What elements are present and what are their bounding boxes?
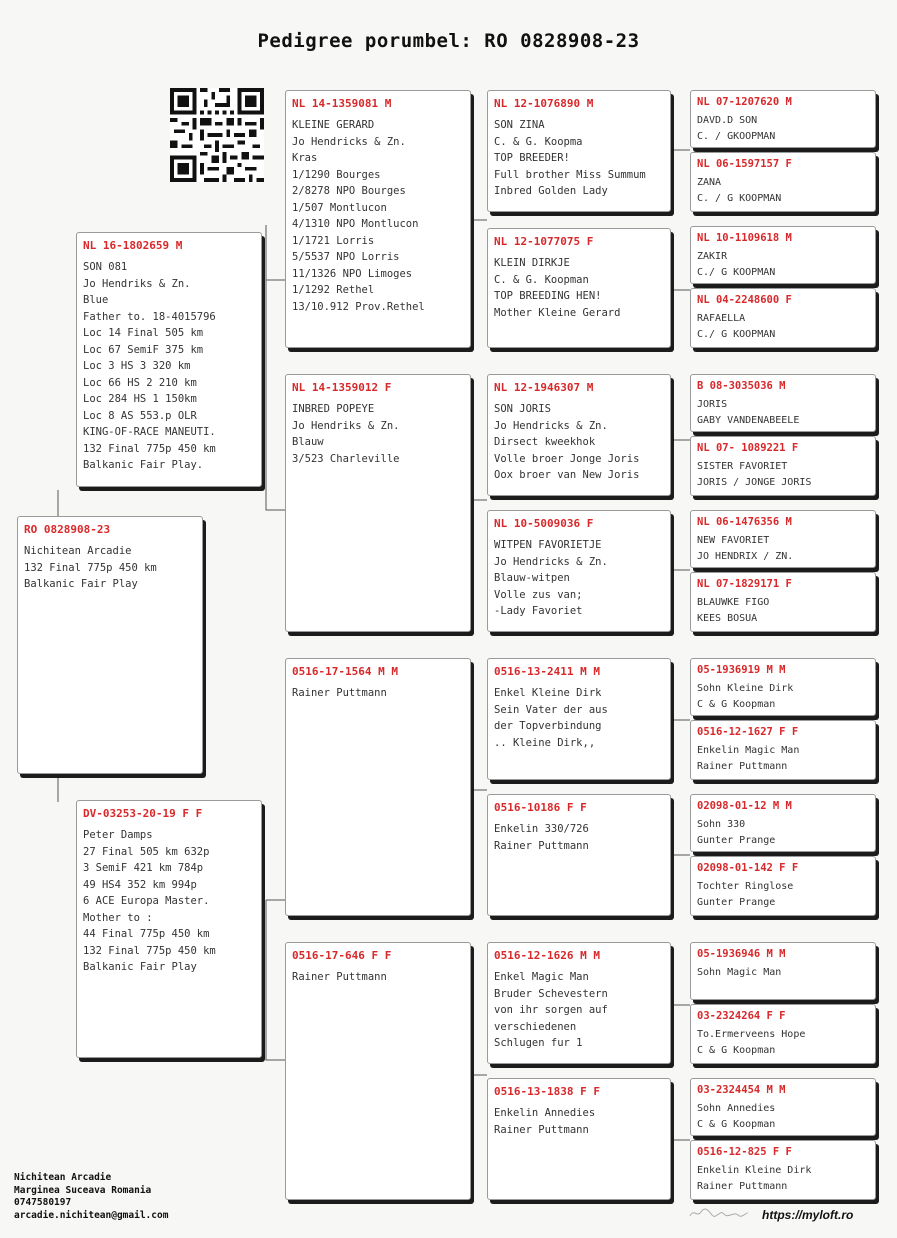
detail-line: Nichitean Arcadie <box>24 545 132 557</box>
detail-line: -Lady Favoriet <box>494 605 583 617</box>
detail-line: 1/507 Montlucon <box>292 201 387 214</box>
pigeon-card-gg-grandparent[interactable] <box>690 1140 876 1200</box>
detail-line: 44 Final 775p 450 km <box>83 928 210 940</box>
pigeon-card-great-grandparent[interactable] <box>487 942 671 1064</box>
ring-number: 0516-17-1564 M M <box>292 665 398 678</box>
owner-address: Marginea Suceava Romania <box>14 1184 152 1196</box>
ring-number: NL 16-1802659 M <box>83 239 183 252</box>
detail-line: Sohn 330 <box>697 819 746 830</box>
pigeon-card-subject[interactable] <box>17 516 203 774</box>
detail-line: 132 Final 775p 450 km <box>24 561 157 574</box>
ring-number: NL 04-2248600 F <box>697 294 792 306</box>
detail-line: C. / G KOOPMAN <box>697 193 782 204</box>
detail-line: Jo Hendriks & Zn. <box>83 277 191 290</box>
detail-line: Bruder Schevestern <box>494 987 608 1000</box>
detail-line: Rainer Puttmann <box>697 1181 788 1192</box>
detail-line: 132 Final 775p 450 km <box>83 944 216 957</box>
detail-line: BLAUWKE FIGO <box>697 597 770 608</box>
detail-line: Oox broer van New Joris <box>494 469 640 481</box>
detail-line: KLEINE GERARD <box>292 119 375 131</box>
detail-line: Gunter Prange <box>697 897 776 908</box>
pigeon-card-gg-grandparent[interactable] <box>690 510 876 568</box>
pigeon-card-gg-grandparent[interactable] <box>690 1004 876 1064</box>
qr-code-icon <box>170 88 264 182</box>
detail-line: Loc 284 HS 1 150km <box>83 393 197 405</box>
ring-number: 03-2324454 M M <box>697 1084 786 1096</box>
owner-phone: 0747580197 <box>14 1197 72 1208</box>
detail-line: JORIS / JONGE JORIS <box>697 477 812 488</box>
pigeon-card-gg-grandparent[interactable] <box>690 658 876 716</box>
ring-number: 0516-17-646 F F <box>292 949 392 962</box>
pigeon-card-gg-grandparent[interactable] <box>690 572 876 632</box>
owner-contact-block <box>14 1172 168 1222</box>
ring-number: NL 14-1359081 M <box>292 97 392 110</box>
detail-line: Enkelin Kleine Dirk <box>697 1165 812 1176</box>
detail-line: 6 ACE Europa Master. <box>83 895 210 907</box>
page-title: Pedigree porumbel: RO 0828908-23 <box>257 30 640 52</box>
ring-number: 0516-10186 F F <box>494 801 587 814</box>
detail-line: Blauw <box>292 436 324 448</box>
detail-line: Rainer Puttmann <box>494 839 589 852</box>
detail-line: 3 SemiF 421 km 784p <box>83 862 204 874</box>
detail-line: Kras <box>292 152 318 164</box>
detail-line: Loc 8 AS 553.p OLR <box>83 409 197 422</box>
detail-line: C & G Koopman <box>697 1045 776 1056</box>
detail-line: 27 Final 505 km 632p <box>83 845 210 858</box>
detail-line: Jo Hendricks & Zn. <box>494 555 608 568</box>
pigeon-card-gg-grandparent[interactable] <box>690 1078 876 1136</box>
detail-line: SON ZINA <box>494 119 545 131</box>
pigeon-card-gg-grandparent[interactable] <box>690 720 876 780</box>
detail-line: Inbred Golden Lady <box>494 185 608 197</box>
pigeon-card-gg-grandparent[interactable] <box>690 374 876 432</box>
detail-line: C. & G. Koopman <box>494 273 589 286</box>
detail-line: Mother Kleine Gerard <box>494 306 621 319</box>
detail-line: Sohn Annedies <box>697 1103 776 1114</box>
detail-line: Volle zus van; <box>494 588 583 601</box>
detail-line: Tochter Ringlose <box>697 881 794 892</box>
ring-number: NL 06-1476356 M <box>697 516 792 528</box>
owner-email[interactable]: arcadie.nichitean@gmail.com <box>14 1209 169 1221</box>
detail-line: JO HENDRIX / ZN. <box>697 551 794 562</box>
ring-number: 05-1936919 M M <box>697 664 786 676</box>
ring-number: 0516-13-2411 M M <box>494 665 600 678</box>
detail-line: C & G Koopman <box>697 1119 776 1130</box>
detail-line: INBRED POPEYE <box>292 403 375 415</box>
detail-line: Loc 66 HS 2 210 km <box>83 376 197 389</box>
owner-name: Nichitean Arcadie <box>14 1172 112 1183</box>
detail-line: 2/8278 NPO Bourges <box>292 185 406 197</box>
detail-line: Rainer Puttmann <box>292 687 387 699</box>
pigeon-card-mother[interactable] <box>76 800 262 1058</box>
detail-line: C./ G KOOPMAN <box>697 267 776 278</box>
detail-line: 132 Final 775p 450 km <box>83 442 216 455</box>
detail-line: der Topverbindung <box>494 720 602 732</box>
detail-line: 1/1292 Rethel <box>292 284 375 296</box>
ring-number: NL 07-1207620 M <box>697 96 792 108</box>
pigeon-card-gg-grandparent[interactable] <box>690 288 876 348</box>
detail-line: Peter Damps <box>83 829 153 841</box>
detail-line: ZAKIR <box>697 251 728 262</box>
detail-line: C & G Koopman <box>697 699 776 710</box>
detail-line: Balkanic Fair Play. <box>83 459 204 471</box>
detail-line: JORIS <box>697 399 728 410</box>
detail-line: Schlugen fur 1 <box>494 1037 583 1049</box>
detail-line: 13/10.912 Prov.Rethel <box>292 300 425 313</box>
pigeon-card-great-grandparent[interactable] <box>487 794 671 916</box>
detail-line: Enkelin 330/726 <box>494 823 589 835</box>
ring-number: NL 06-1597157 F <box>697 158 792 170</box>
ring-number: NL 12-1946307 M <box>494 381 594 394</box>
detail-line: Volle broer Jonge Joris <box>494 452 640 465</box>
detail-line: C. / GKOOPMAN <box>697 131 776 142</box>
detail-line: Enkel Magic Man <box>494 971 589 983</box>
ring-number: 0516-12-1626 M M <box>494 949 600 962</box>
ring-number: NL 07-1829171 F <box>697 578 792 590</box>
detail-line: Loc 67 SemiF 375 km <box>83 343 204 356</box>
detail-line: KLEIN DIRKJE <box>494 257 570 269</box>
detail-line: Blauw-witpen <box>494 572 570 584</box>
ring-number: 02098-01-142 F F <box>697 862 799 874</box>
pigeon-card-great-grandparent[interactable] <box>487 374 671 496</box>
detail-line: SON 081 <box>83 261 128 273</box>
ring-number: 05-1936946 M M <box>697 948 786 960</box>
detail-line: Jo Hendriks & Zn. <box>292 419 400 432</box>
pigeon-card-great-grandparent[interactable] <box>487 90 671 212</box>
ring-number: DV-03253-20-19 F F <box>83 807 203 820</box>
detail-line: DAVD.D SON <box>697 115 758 126</box>
detail-line: To.Ermerveens Hope <box>697 1029 806 1040</box>
detail-line: 3/523 Charleville <box>292 452 400 465</box>
detail-line: 1/1721 Lorris <box>292 234 375 247</box>
detail-line: Enkelin Magic Man <box>697 745 800 756</box>
detail-line: 5/5537 NPO Lorris <box>292 251 400 263</box>
website-link[interactable]: https://myloft.ro <box>762 1208 854 1222</box>
detail-line: SON JORIS <box>494 403 551 415</box>
detail-line: Dirsect kweekhok <box>494 436 596 448</box>
detail-line: Enkelin Annedies <box>494 1107 596 1119</box>
pigeon-card-great-grandparent[interactable] <box>487 658 671 780</box>
ring-number: 03-2324264 F F <box>697 1010 786 1022</box>
ring-number: 02098-01-12 M M <box>697 800 792 812</box>
detail-line: 1/1290 Bourges <box>292 168 381 181</box>
detail-line: von ihr sorgen auf <box>494 1004 608 1016</box>
pigeon-card-gg-grandparent[interactable] <box>690 856 876 916</box>
detail-line: Jo Hendricks & Zn. <box>292 135 406 148</box>
detail-line: Full brother Miss Summum <box>494 168 646 181</box>
detail-line: TOP BREEDER! <box>494 152 570 164</box>
ring-number: NL 12-1077075 F <box>494 235 594 248</box>
detail-line: TOP BREEDING HEN! <box>494 290 602 302</box>
pigeon-card-gg-grandparent[interactable] <box>690 794 876 852</box>
detail-line: Sein Vater der aus <box>494 703 608 716</box>
detail-line: Rainer Puttmann <box>494 1123 589 1136</box>
pigeon-card-grandparent[interactable] <box>285 658 471 916</box>
detail-line: Rainer Puttmann <box>697 761 788 772</box>
detail-line: RAFAELLA <box>697 313 746 324</box>
ring-number: 0516-13-1838 F F <box>494 1085 600 1098</box>
detail-line: verschiedenen <box>494 1020 577 1033</box>
detail-line: Jo Hendricks & Zn. <box>494 419 608 432</box>
detail-line: 4/1310 NPO Montlucon <box>292 218 419 230</box>
pigeon-card-gg-grandparent[interactable] <box>690 942 876 1000</box>
detail-line: KEES BOSUA <box>697 613 758 624</box>
ring-number: NL 14-1359012 F <box>292 381 392 394</box>
signature-icon <box>688 1206 750 1220</box>
detail-line: Rainer Puttmann <box>292 971 387 983</box>
ring-number: 0516-12-825 F F <box>697 1146 792 1158</box>
detail-line: Balkanic Fair Play <box>24 578 138 590</box>
pigeon-card-gg-grandparent[interactable] <box>690 436 876 496</box>
ring-number: NL 12-1076890 M <box>494 97 594 110</box>
detail-line: Blue <box>83 294 109 306</box>
pigeon-card-great-grandparent[interactable] <box>487 228 671 348</box>
detail-line: C./ G KOOPMAN <box>697 329 776 340</box>
ring-number: NL 10-5009036 F <box>494 517 594 530</box>
detail-line: 49 HS4 352 km 994p <box>83 878 197 891</box>
pigeon-card-father[interactable] <box>76 232 262 487</box>
detail-line: GABY VANDENABEELE <box>697 415 800 426</box>
detail-line: Loc 3 HS 3 320 km <box>83 360 191 372</box>
ring-number: NL 07- 1089221 F <box>697 442 799 454</box>
pigeon-card-gg-grandparent[interactable] <box>690 90 876 148</box>
ring-number: NL 10-1109618 M <box>697 232 792 244</box>
detail-line: Enkel Kleine Dirk <box>494 687 602 699</box>
detail-line: ZANA <box>697 177 722 188</box>
pigeon-card-gg-grandparent[interactable] <box>690 226 876 284</box>
pigeon-card-grandparent[interactable] <box>285 374 471 632</box>
detail-line: .. Kleine Dirk,, <box>494 736 596 749</box>
detail-line: Loc 14 Final 505 km <box>83 327 204 339</box>
detail-line: Balkanic Fair Play <box>83 961 197 973</box>
detail-line: WITPEN FAVORIETJE <box>494 539 602 551</box>
detail-line: 11/1326 NPO Limoges <box>292 267 413 280</box>
ring-number: B 08-3035036 M <box>697 380 786 392</box>
ring-number: 0516-12-1627 F F <box>697 726 799 738</box>
detail-line: Father to. 18-4015796 <box>83 310 216 323</box>
detail-line: Sohn Kleine Dirk <box>697 683 794 694</box>
detail-line: KING-OF-RACE MANEUTI. <box>83 426 216 438</box>
pigeon-card-great-grandparent[interactable] <box>487 1078 671 1200</box>
detail-line: Gunter Prange <box>697 835 776 846</box>
pigeon-card-great-grandparent[interactable] <box>487 510 671 632</box>
detail-line: Mother to : <box>83 911 153 924</box>
pigeon-card-gg-grandparent[interactable] <box>690 152 876 212</box>
detail-line: SISTER FAVORIET <box>697 461 788 472</box>
detail-line: C. & G. Koopma <box>494 135 583 148</box>
pigeon-card-grandparent[interactable] <box>285 942 471 1200</box>
ring-number: RO 0828908-23 <box>24 523 111 536</box>
pigeon-card-grandparent[interactable] <box>285 90 471 348</box>
detail-line: NEW FAVORIET <box>697 535 770 546</box>
detail-line: Sohn Magic Man <box>697 967 782 978</box>
